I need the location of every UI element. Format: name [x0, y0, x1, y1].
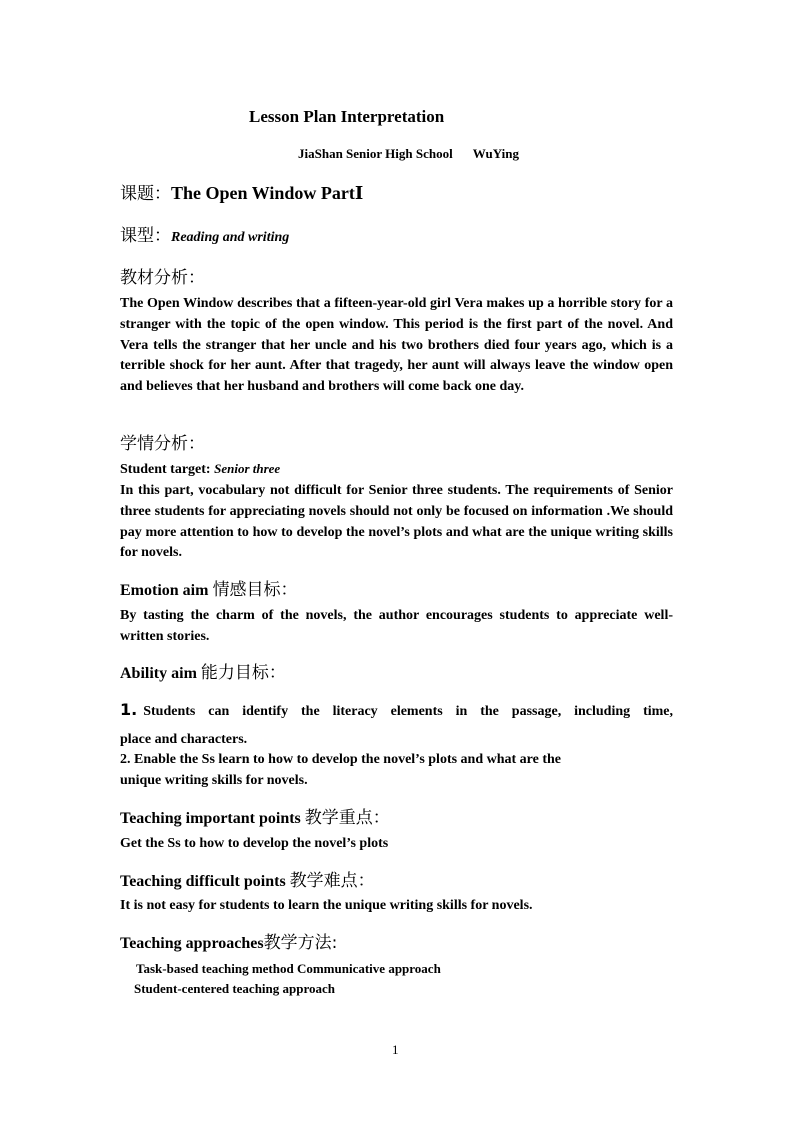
student-target-value: Senior three [214, 461, 281, 476]
student-target-line [120, 461, 280, 478]
ability-aim-heading-en: Ability aim [120, 665, 201, 682]
ability-aim-item-1-text: Students can identify the literacy elements in the passage, including time, [143, 704, 673, 719]
ability-aim-heading [120, 658, 286, 683]
difficult-points-heading-en: Teaching difficult points [120, 873, 290, 890]
page-number: 1 [392, 1042, 399, 1057]
ability-aim-item-2-line-1: 2. Enable the Ss learn to how to develop the novel’s plots and what are the [120, 752, 562, 767]
approaches-line-1: Task-based teaching method Communicative approach [136, 961, 441, 976]
important-points-body: Get the Ss to how to develop the novel’s plots [120, 836, 389, 851]
emotion-aim-heading-en: Emotion aim [120, 582, 213, 599]
lesson-type-line [120, 221, 289, 246]
difficult-points-body: It is not easy for students to learn the unique writing skills for novels. [120, 898, 533, 913]
ability-aim-item-2-line-2: unique writing skills for novels. [120, 773, 308, 788]
approaches-heading [120, 928, 337, 953]
emotion-aim-heading [120, 575, 297, 600]
difficult-points-heading [120, 866, 375, 891]
ability-aim-item-1 [120, 700, 673, 720]
approaches-heading-en: Teaching approaches [120, 935, 264, 952]
important-points-heading-cn: 教学重点： [304, 808, 390, 828]
ability-aim-item-1-continued: place and characters. [120, 732, 248, 747]
student-analysis-body: In this part, vocabulary not difficult for Senior three students. The requirements of Senior three students for appreciating novels should not only be focused on information .We should pay more attention to how to develop the novel’s plots and what are the unique writing skills for novels. [120, 483, 673, 561]
ability-aim-item-1-number: 1. [120, 700, 138, 719]
approaches-heading-cn: 教学方法: [263, 933, 338, 953]
approaches-line-2: Student-centered teaching approach [134, 981, 336, 996]
textbook-analysis-body: The Open Window describes that a fifteen-year-old girl Vera makes up a horrible story for a stranger with the topic of the open window. This period is the first part of the novel. And Vera tells the stranger that her uncle and his two brothers died four years ago, which is a terrible shock for her aunt. After that tragedy, her aunt will always leave the window open and believes that her husband and brothers will come back one day. [120, 296, 673, 395]
textbook-analysis-heading: 教材分析： [120, 268, 205, 288]
topic-line [120, 179, 363, 204]
student-target-label: Student target: [120, 462, 215, 477]
lesson-type-label: 课型： [120, 226, 171, 246]
difficult-points-heading-cn: 教学难点： [289, 871, 375, 891]
school-name: JiaShan Senior High School [298, 146, 453, 161]
important-points-heading-en: Teaching important points [120, 810, 305, 827]
topic-value: The Open Window PartⅠ [171, 183, 364, 203]
school-author-line [298, 146, 519, 162]
student-analysis-heading: 学情分析： [120, 434, 205, 454]
topic-label: 课题： [120, 184, 171, 204]
author-name: WuYing [472, 146, 519, 161]
ability-aim-heading-cn: 能力目标： [200, 663, 286, 683]
emotion-aim-body: By tasting the charm of the novels, the author encourages students to appreciate well-written stories. [120, 608, 673, 644]
emotion-aim-heading-cn: 情感目标： [212, 580, 298, 600]
lesson-type-value: Reading and writing [171, 230, 290, 245]
important-points-heading [120, 803, 390, 828]
document-title: Lesson Plan Interpretation [249, 107, 445, 126]
